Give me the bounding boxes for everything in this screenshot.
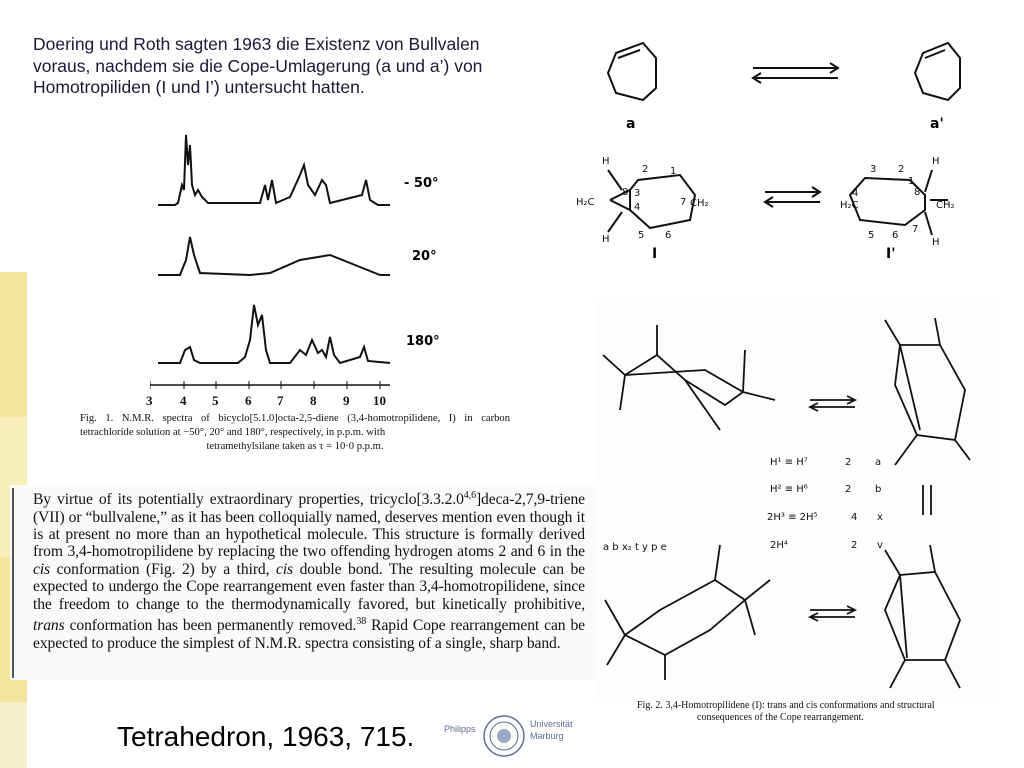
paper-segment: double bond. The resulting molecule can be expected to undergo the Cope rearrangement even faster than 3,4-homotropilidene, since the freedom to change to the thermodynamically favored, but kinetically prohibitive, — [33, 560, 586, 613]
paper-italic: cis — [276, 560, 294, 578]
atom-label: H — [602, 156, 610, 167]
paper-margin-mark — [12, 488, 28, 678]
molecule-label: a — [626, 116, 636, 132]
atom-label: 5 — [868, 230, 875, 241]
paper-segment: ]deca-2,7,9-triene (VII) or “bullvalene,” as it has been colloquially named, deserves mention even though it is at present no more than an hypothetical molecule. This structure is formally derived from 3,4-homotropilidene by replacing the two offending hydrogen atoms 2 and 6 in the — [33, 491, 585, 561]
paper-italic: cis — [33, 560, 51, 578]
paper-superscript: 38 — [356, 616, 367, 628]
caption-line: carbon tetrachloride solution at −50°, 20° and 180°, respectively, in p.p.m. with — [80, 413, 511, 438]
homotropilidene-diagram — [570, 150, 990, 265]
molecule-label: I — [652, 246, 658, 262]
paper-superscript: 4,6 — [463, 490, 476, 501]
assignment-cell: H¹ ≡ H⁷ — [770, 457, 808, 468]
assignment-cell: b — [875, 484, 882, 495]
atom-label: 4 — [634, 202, 641, 213]
assignment-cell: v — [877, 540, 883, 551]
intro-line: Doering und Roth sagten 1963 die Existenz von Bullvalen — [33, 34, 480, 54]
atom-label: H — [932, 156, 940, 167]
assignment-cell: 2H³ ≡ 2H⁵ — [767, 512, 818, 523]
intro-line: Homotropiliden (I und I’) untersucht hatten. — [33, 77, 365, 97]
trans-conformation — [625, 355, 743, 405]
assignment-cell: 4 — [851, 512, 858, 523]
spectrum-180 — [158, 305, 390, 363]
atom-label: 4 — [852, 188, 859, 199]
molecule-label: a' — [930, 116, 944, 132]
atom-label: 2 — [898, 164, 905, 175]
assignment-cell: 2 — [845, 484, 852, 495]
paper-excerpt — [33, 487, 585, 652]
accent-bar — [0, 272, 27, 417]
caption-line: tetramethylsilane taken as τ = 10·0 p.p.m. — [206, 441, 384, 452]
paper-segment: Rapid Cope rearrangement can be expected to produce the simplest of N.M.R. spectra consisting of a single, sharp band. — [33, 617, 585, 652]
assignment-cell: 2 — [851, 540, 858, 551]
assignment-cell: 2 — [845, 457, 852, 468]
fig2-conformations — [595, 310, 1015, 700]
atom-label: 6 — [892, 230, 899, 241]
atom-label: 1 — [908, 176, 915, 187]
axis-tick: 10 — [373, 393, 386, 408]
logo-text: Universität — [530, 719, 573, 729]
axis-tick: 5 — [212, 393, 219, 408]
caption-line: Fig. 2. 3,4-Homotropilidene (I): trans and cis conformations and structural — [637, 700, 935, 711]
atom-label: CH₂ — [690, 198, 709, 209]
fig2-caption — [637, 700, 967, 724]
axis-tick: 3 — [146, 393, 153, 408]
fig1-caption — [80, 412, 510, 454]
assignment-cell: x — [877, 512, 883, 523]
atom-label: H — [602, 234, 610, 245]
temp-label: 20° — [412, 249, 437, 264]
paper-segment: By virtue of its potentially extraordinary properties, tricyclo[3.3.2.0 — [33, 491, 464, 509]
axis-tick: 6 — [245, 393, 252, 408]
nmr-spectra — [150, 125, 470, 405]
reference-citation: Tetrahedron, 1963, 715. — [117, 721, 415, 752]
temp-label: - 50° — [404, 176, 439, 191]
atom-label: 1 — [670, 166, 677, 177]
atom-label: H₂C — [840, 200, 859, 211]
atom-label: 5 — [638, 230, 645, 241]
spectrum-minus50 — [158, 135, 390, 205]
assignment-cell: H² ≡ H⁶ — [770, 484, 808, 495]
spectrum-20 — [158, 237, 390, 275]
university-logo — [444, 714, 594, 759]
paper-segment: conformation has been permanently removed. — [64, 617, 357, 635]
cage-bottom — [885, 572, 960, 660]
atom-label: 8 — [622, 187, 629, 198]
axis-tick: 8 — [310, 393, 317, 408]
atom-label: 2 — [642, 164, 649, 175]
cis-conformation — [625, 580, 745, 655]
cope-reaction-diagram — [598, 38, 978, 133]
logo-text: Marburg — [530, 731, 564, 741]
intro-line: voraus, nachdem sie die Cope-Umlagerung (a und a’) von — [33, 55, 483, 76]
atom-label: 3 — [870, 164, 877, 175]
caption-line: consequences of the Cope rearrangement. — [697, 712, 864, 723]
axis-tick: 9 — [343, 393, 350, 408]
molecule-label: I' — [886, 246, 896, 262]
atom-label: H — [932, 237, 940, 248]
paper-segment: conformation (Fig. 2) by a third, — [50, 560, 276, 578]
molecule-a2 — [915, 43, 960, 100]
accent-bar — [0, 702, 27, 768]
molecule-a — [608, 43, 656, 100]
atom-label: 6 — [665, 230, 672, 241]
intro-text — [33, 34, 553, 99]
caption-line: Fig. 1. N.M.R. spectra of bicyclo[5.1.0]octa-2,5-diene (3,4-homotropilidene, I) in — [80, 413, 473, 424]
assignment-cell: a — [875, 457, 882, 468]
atom-label: 7 — [680, 197, 687, 208]
cage-top — [895, 345, 965, 440]
atom-label: H₂C — [576, 197, 595, 208]
logo-text: Philipps — [444, 724, 476, 734]
atom-label: 7 — [912, 224, 919, 235]
seal-icon — [482, 714, 526, 758]
paper-italic: trans — [33, 617, 65, 635]
atom-label: 3 — [634, 188, 641, 199]
axis-tick: 7 — [277, 393, 284, 408]
temp-label: 180° — [406, 334, 440, 349]
atom-label: CH₂ — [936, 200, 955, 211]
assignment-cell: 2H⁴ — [770, 540, 788, 551]
spin-system-label: a b x₂ t y p e — [603, 542, 667, 553]
atom-label: 8 — [914, 187, 921, 198]
axis-tick: 4 — [180, 393, 187, 408]
